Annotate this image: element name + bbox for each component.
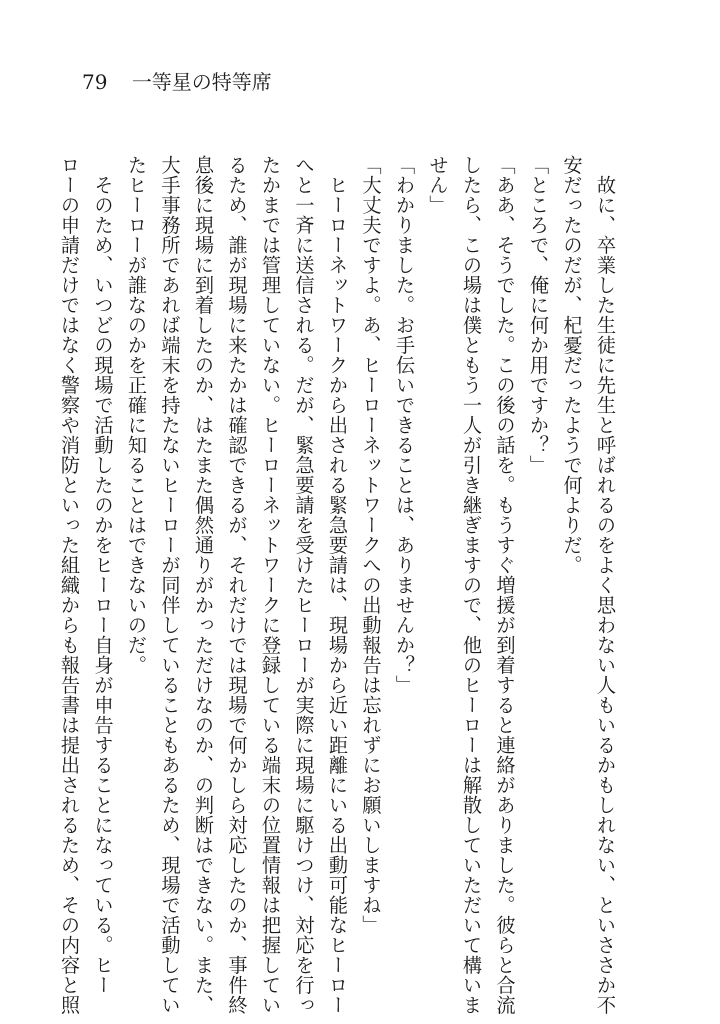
text-line: ローの申請だけではなく警察や消防といった組織からも報告書は提出されるため、その内容と照	[58, 155, 81, 1015]
text-line: 「大丈夫ですよ。あ、ヒーローネットワークへの出動報告は忘れずにお願いしますね」	[359, 155, 383, 935]
text-line: したら、この場は僕ともう一人が引き継ぎますので、他のヒーローは解散していただいて構いま	[460, 155, 483, 1015]
text-line: たかまでは管理していない。ヒーローネットワークに登録している端末の位置情報は把握してい	[259, 155, 282, 1015]
text-line: そのため、いつどの現場で活動したのかをヒーロー自身が申告することになっている。ヒー	[91, 155, 115, 995]
text-line: 息後に現場に到着したのか、はたまた偶然通りがかっただけなのか、の判断はできない。また、	[192, 155, 215, 1015]
text-line: 「ああ、そうでした。この後の話を。もうすぐ増援が到着すると連絡がありました。彼らと合流	[493, 155, 517, 1015]
text-line: 「わかりました。お手伝いできることは、ありませんか？」	[393, 155, 416, 695]
chapter-title: 一等星の特等席	[131, 70, 272, 94]
text-line: 「ところで、俺に何か用ですか？」	[527, 155, 550, 475]
text-line: 大手事務所であれば端末を持たないヒーローが同伴していることもあるため、現場で活動してい	[158, 155, 182, 1015]
text-line: るため、誰が現場に来たかは確認できるが、それだけでは現場で何かしら対応したのか、事件終	[225, 155, 249, 1015]
text-line: 安だったのだが、杞憂だったようで何よりだ。	[560, 155, 584, 575]
text-line: 故に、卒業した生徒に先生と呼ばれるのをよく思わない人もいるかもしれない、といささか不	[594, 155, 617, 1015]
text-line: せん」	[426, 155, 450, 215]
text-line: へと一斉に送信される。だが、緊急要請を受けたヒーローが実際に現場に駆けつけ、対応を行っ	[292, 155, 316, 1015]
text-line: ヒーローネットワークから出される緊急要請は、現場から近い距離にいる出動可能なヒーロー	[326, 155, 349, 1015]
running-header	[82, 70, 272, 94]
page-number: 79	[82, 70, 108, 94]
text-line: たヒーローが誰なのかを正確に知ることはできないのだ。	[125, 155, 148, 675]
body-text	[53, 155, 623, 1015]
